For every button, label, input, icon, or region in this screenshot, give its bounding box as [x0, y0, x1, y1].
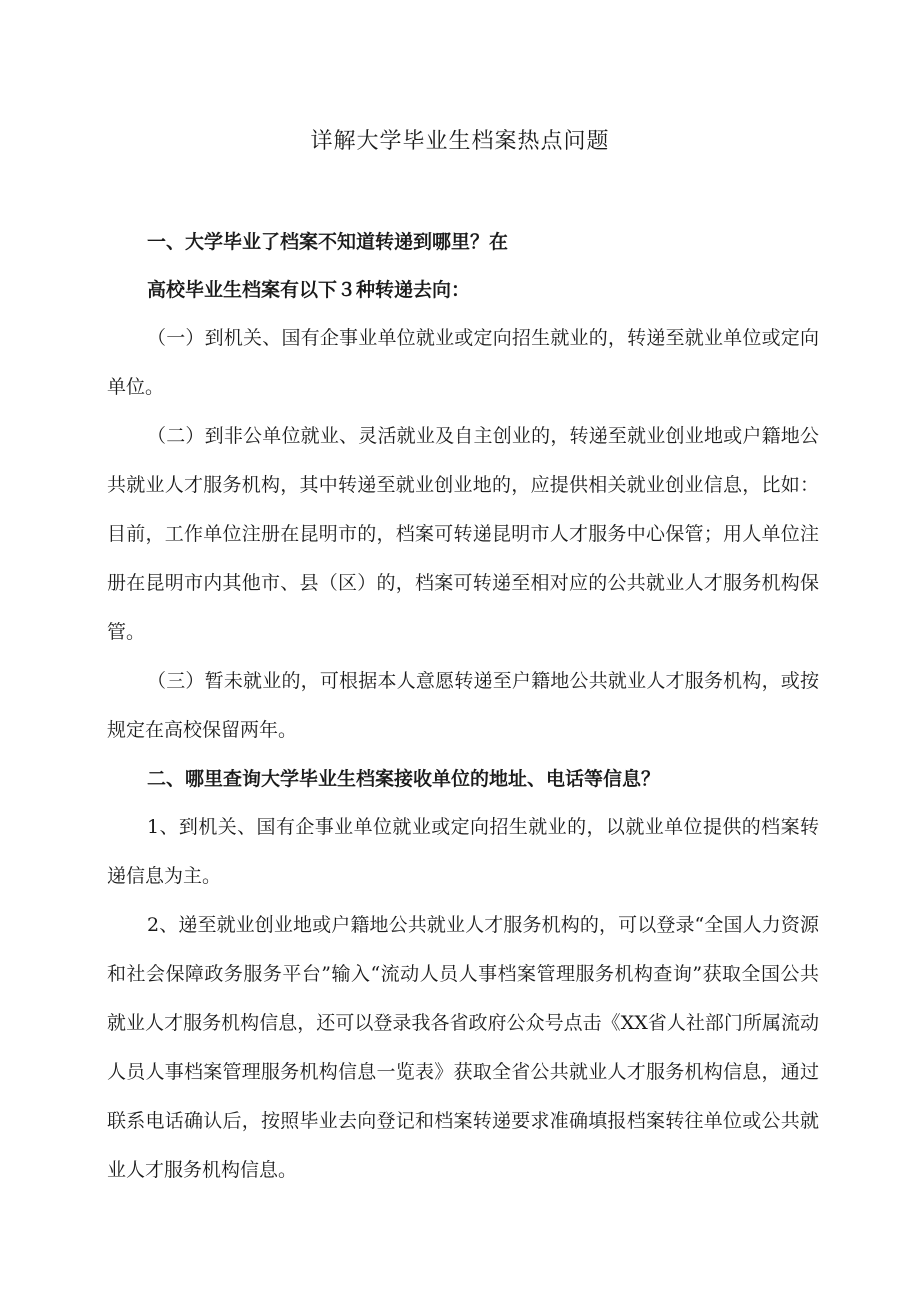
document-body: [107, 218, 819, 1195]
section2-item-1: 1、到机关、国有企事业单位就业或定向招生就业的，以就业单位提供的档案转递信息为主。: [107, 816, 819, 887]
section2-heading: 二、哪里查询大学毕业生档案接收单位的地址、电话等信息？: [147, 768, 661, 790]
section1-item-2: （二）到非公单位就业、灵活就业及自主创业的，转递至就业创业地或户籍地公共就业人才服务机构，其中转递至就业创业地的，应提供相关就业创业信息，比如：目前，工作单位注册在昆明市的，档案可转递昆明市人才服务中心保管；用人单位注册在昆明市内其他市、县（区）的，档案可转递至相对应的公共就业人才服务机构保管。: [107, 425, 819, 643]
page-title: 详解大学毕业生档案热点问题: [310, 129, 610, 154]
section1-heading-line1: 一、大学毕业了档案不知道转递到哪里？在: [147, 231, 509, 253]
section2-item-2: 2、递至就业创业地或户籍地公共就业人才服务机构的，可以登录“全国人力资源和社会保障政务服务平台”输入“流动人员人事档案管理服务机构查询”获取全国公共就业人才服务机构信息，还可以登录我各省政府公众号点击《XX省人社部门所属流动人员人事档案管理服务机构信息一览表》获取全省公共就业人才服务机构信息，通过联系电话确认后，按照毕业去向登记和档案转递要求准确填报档案转往单位或公共就业人才服务机构信息。: [107, 914, 819, 1181]
section1-item-1: （一）到机关、国有企事业单位就业或定向招生就业的，转递至就业单位或定向单位。: [107, 327, 819, 398]
section1-heading-line2: 高校毕业生档案有以下３种转递去向：: [147, 279, 471, 301]
section1-item-3: （三）暂未就业的，可根据本人意愿转递至户籍地公共就业人才服务机构，或按规定在高校保留两年。: [107, 670, 819, 741]
